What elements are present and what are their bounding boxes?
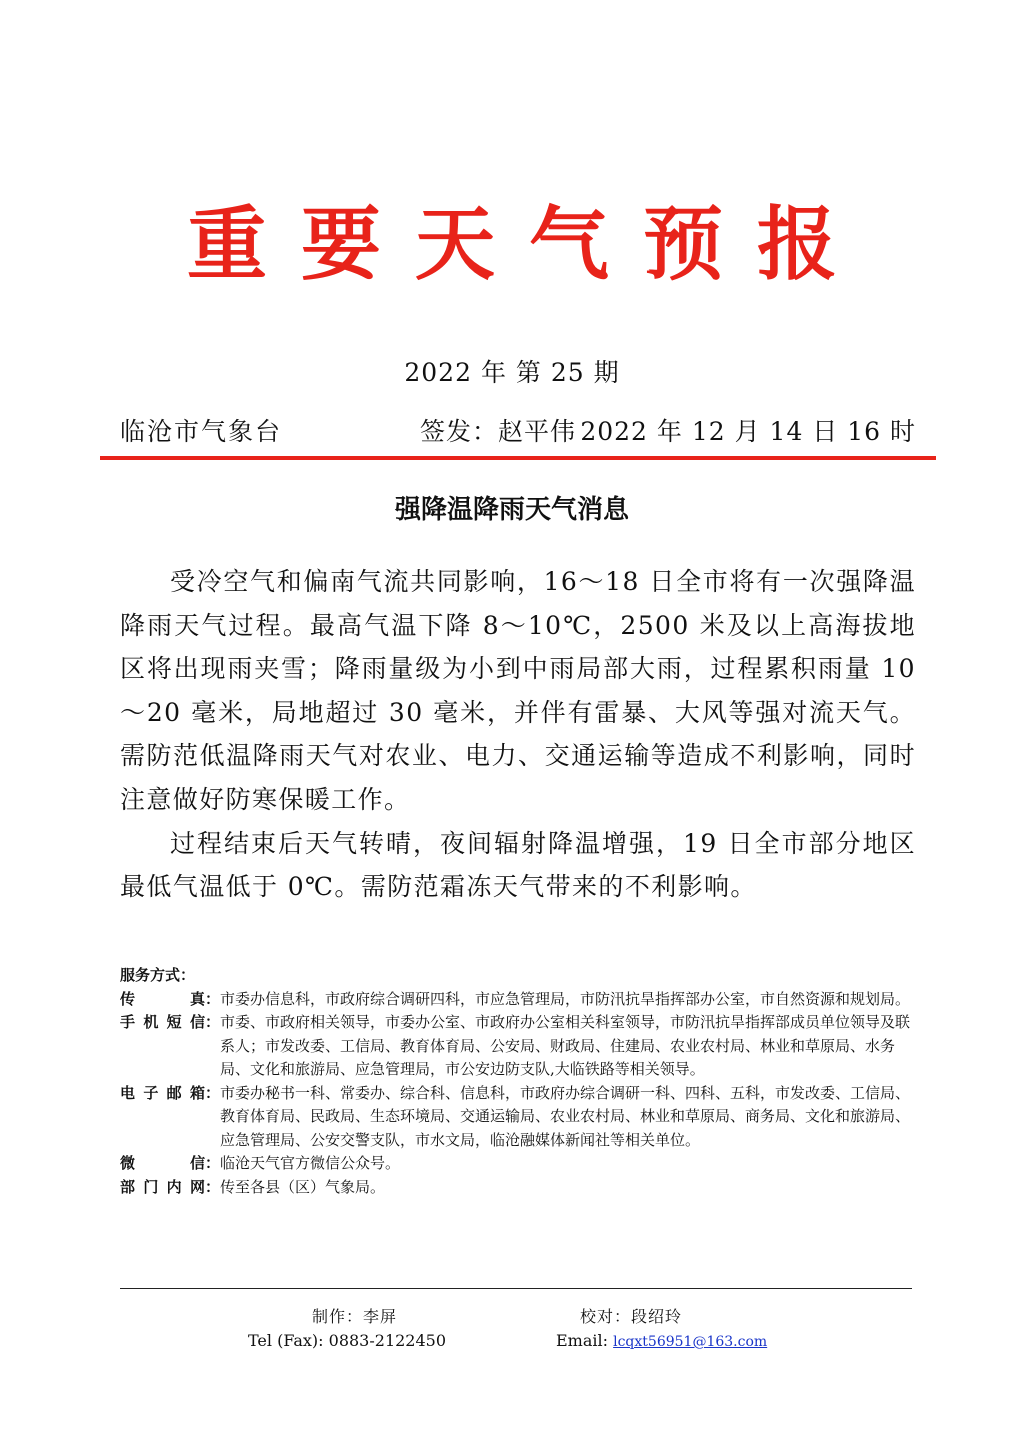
service-text-fax: 市委办信息科，市政府综合调研四科，市应急管理局，市防汛抗旱指挥部办公室，市自然资源和规划局。 [220, 989, 911, 1008]
service-label-email: 电子邮箱 [120, 1083, 205, 1102]
service-colon: ： [205, 1154, 221, 1172]
signer: 签发：赵平伟 [420, 417, 577, 446]
document-title: 强降温降雨天气消息 [394, 495, 629, 525]
service-row-sms [120, 1011, 916, 1082]
service-heading: 服务方式： [120, 966, 196, 984]
issuing-org: 临沧市气象台 [120, 417, 283, 446]
service-row-email [120, 1082, 916, 1153]
service-row-wechat [120, 1152, 916, 1176]
service-row-fax [120, 988, 916, 1012]
service-label-intranet: 部门内网 [120, 1177, 205, 1196]
email-link[interactable]: lcqxt56951@163.com [613, 1334, 768, 1350]
checker: 校对：段绍玲 [580, 1307, 683, 1326]
service-section [120, 964, 916, 1199]
body-paragraph-1: 受冷空气和偏南气流共同影响，16～18 日全市将有一次强降温降雨天气过程。最高气温下降 8～10℃，2500 米及以上高海拔地区将出现雨夹雪；降雨量级为小到中雨局部大雨，过程累积雨量 10～20 毫米，局地超过 30 毫米，并伴有雷暴、大风等强对流天气。需防范低温降雨天气对农业、电力、交通运输等造成不利影响，同时注意做好防寒保暖工作。 [120, 567, 916, 814]
maker: 制作：李屏 [312, 1307, 398, 1326]
document-body [120, 560, 916, 909]
issue-number: 2022 年 第 25 期 [404, 358, 620, 387]
service-colon: ： [205, 1013, 221, 1031]
service-text-wechat: 临沧天气官方微信公众号。 [220, 1154, 401, 1172]
email-label: Email: [556, 1331, 614, 1350]
service-label-wechat: 微信 [120, 1154, 205, 1172]
tel-fax: Tel (Fax): 0883-2122450 [248, 1331, 447, 1350]
red-divider [100, 456, 936, 460]
masthead-title: 重要天气预报 [187, 197, 871, 291]
service-text-intranet: 传至各县（区）气象局。 [220, 1177, 386, 1196]
service-label-fax: 传真 [120, 989, 205, 1008]
issue-datetime: 2022 年 12 月 14 日 16 时 [580, 417, 916, 446]
service-text-sms: 市委、市政府相关领导，市委办公室、市政府办公室相关科室领导，市防汛抗旱指挥部成员单位领导及联系人；市发改委、工信局、教育体育局、公安局、财政局、住建局、农业农村局、林业和草原局、水务局、文化和旅游局、应急管理局，市公安边防支队,大临铁路等相关领导。 [220, 1013, 911, 1078]
email-line [556, 1330, 767, 1353]
footer-divider [120, 1288, 912, 1289]
body-paragraph-2: 过程结束后天气转晴，夜间辐射降温增强，19 日全市部分地区最低气温低于 0℃。需防范霜冻天气带来的不利影响。 [120, 828, 916, 902]
service-colon: ： [205, 1083, 221, 1102]
service-colon: ： [205, 1177, 221, 1196]
service-colon: ： [205, 989, 221, 1008]
meta-row [120, 414, 916, 450]
service-label-sms: 手机短信 [120, 1013, 205, 1031]
service-text-email: 市委办秘书一科、常委办、综合科、信息科，市政府办综合调研一科、四科、五科，市发改委、工信局、教育体育局、民政局、生态环境局、交通运输局、农业农村局、林业和草原局、商务局、文化和旅游局、应急管理局、公安交警支队，市水文局，临沧融媒体新闻社等相关单位。 [220, 1083, 911, 1149]
service-row-intranet [120, 1176, 916, 1200]
